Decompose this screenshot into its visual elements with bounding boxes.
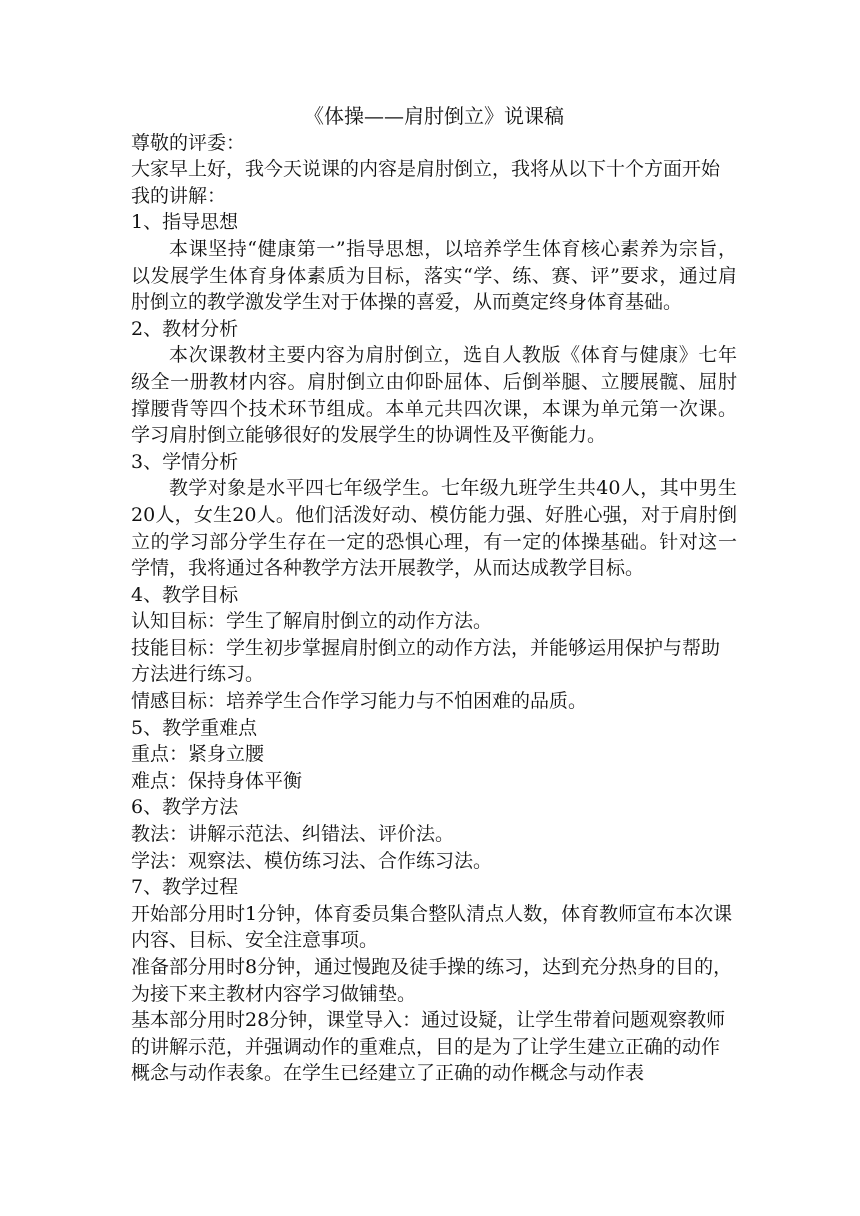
- section-heading-key-points: 5、教学重难点: [131, 716, 258, 739]
- document-body: [131, 103, 737, 1087]
- student-analysis-paragraph: 教学对象是水平四七年级学生。七年级九班学生共40人，其中男生20人，女生20人。他们活泼好动、模仿能力强、好胜心强，对于肩肘倒立的学习部分学生存在一定的恐惧心理，有一定的体操基础。针对这一学情，我将通过各种教学方法开展教学，从而达成教学目标。: [131, 477, 737, 580]
- intro-paragraph: 大家早上好，我今天说课的内容是肩肘倒立，我将从以下十个方面开始我的讲解：: [131, 158, 721, 207]
- textbook-analysis-paragraph: 本次课教材主要内容为肩肘倒立，选自人教版《体育与健康》七年级全一册教材内容。肩肘倒立由仰卧屈体、后倒举腿、立腰展髋、屈肘撑腰背等四个技术环节组成。本单元共四次课，本课为单元第一次课。学习肩肘倒立能够很好的发展学生的协调性及平衡能力。: [131, 344, 737, 447]
- section-heading-student-analysis: 3、学情分析: [131, 450, 239, 473]
- process-basic-paragraph: 基本部分用时28分钟，课堂导入：通过设疑，让学生带着问题观察教师的讲解示范，并强调动作的重难点，目的是为了让学生建立正确的动作概念与动作表象。在学生已经建立了正确的动作概念与动作表: [131, 1009, 726, 1085]
- difficult-point: 难点：保持身体平衡: [131, 769, 303, 792]
- process-prep-paragraph: 准备部分用时8分钟，通过慢跑及徒手操的练习，达到充分热身的目的，为接下来主教材内容学习做铺垫。: [131, 956, 733, 1005]
- learning-method: 学法：观察法、模仿练习法、合作练习法。: [131, 849, 493, 872]
- section-heading-teaching-goals: 4、教学目标: [131, 583, 239, 606]
- affective-goal: 情感目标：培养学生合作学习能力与不怕困难的品质。: [131, 690, 588, 713]
- guiding-thought-paragraph: 本课坚持“健康第一”指导思想，以培养学生体育核心素养为宗旨，以发展学生体育身体素质为目标，落实“学、练、赛、评”要求，通过肩肘倒立的教学激发学生对于体操的喜爱，从而奠定终身体育基础。: [131, 237, 737, 314]
- cognitive-goal: 认知目标：学生了解肩肘倒立的动作方法。: [131, 610, 493, 633]
- section-heading-teaching-methods: 6、教学方法: [131, 796, 239, 819]
- document-title: 《体操——肩肘倒立》说课稿: [304, 104, 564, 128]
- skill-goal: 技能目标：学生初步掌握肩肘倒立的动作方法，并能够运用保护与帮助方法进行练习。: [131, 636, 721, 686]
- process-start-paragraph: 开始部分用时1分钟，体育委员集合整队清点人数，体育教师宣布本次课内容、目标、安全注意事项。: [131, 902, 733, 952]
- salutation: 尊敬的评委：: [131, 131, 246, 154]
- section-heading-teaching-process: 7、教学过程: [131, 876, 239, 899]
- section-heading-textbook-analysis: 2、教材分析: [131, 317, 239, 340]
- teaching-method: 教法：讲解示范法、纠错法、评价法。: [131, 823, 455, 846]
- section-heading-guiding-thought: 1、指导思想: [131, 211, 239, 234]
- key-point: 重点：紧身立腰: [131, 743, 265, 766]
